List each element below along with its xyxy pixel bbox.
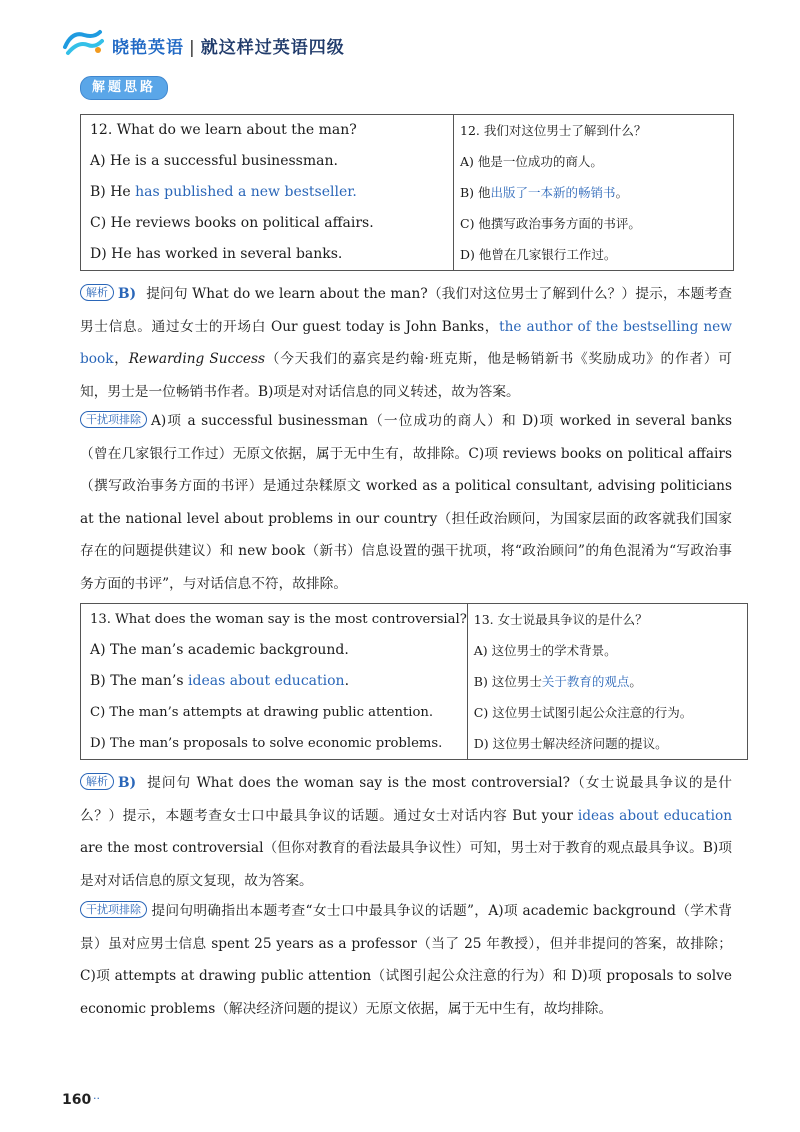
analysis-tag: 解析	[80, 284, 114, 301]
question-13-chinese	[467, 604, 747, 760]
q13-option-b-cn-prefix: B) 这位男士	[473, 674, 542, 689]
brand-line	[112, 33, 345, 58]
analysis-tag: 解析	[80, 773, 114, 790]
question-13-english	[81, 604, 468, 760]
q13-question: 13. What does the woman say is the most controversial?	[90, 612, 467, 627]
q13-option-d-cn: D) 这位男士解决经济问题的提议。	[473, 736, 668, 751]
q12-option-b-prefix: B) He	[90, 184, 136, 200]
q13-question-cn: 13. 女士说最具争议的是什么？	[473, 612, 648, 627]
analysis-13-text-2: are the most controversial（但你对教育的看法最具争议性）可知，男士对于教育的观点最具争议。B)项是对对话信息的原文复现，故为答案。	[80, 840, 732, 889]
distractor-13-text: 提问句明确指出本题考查“女士口中最具争议的话题”，A)项 academic background（学术背景）虽对应男士信息 spent 25 years as a professor（当了 25 年教授），但并非提问的答案，故排除；C)项 attempts at drawing public attention（试图引起公众注意的行为）和 D)项 proposals to solve economic problems（解决经济问题的提议）无原文依据，属于无中生有，故均排除。	[80, 903, 732, 1017]
q12-option-b	[81, 177, 453, 208]
question-13-table	[80, 603, 748, 760]
analysis-12-text-2: ，	[113, 351, 129, 367]
answer-label: B)	[118, 286, 137, 302]
q12-option-c: C) He reviews books on political affairs.	[90, 215, 374, 231]
q13-option-b-highlight: ideas about education	[188, 673, 345, 689]
q12-option-c-cn: C) 他撰写政治事务方面的书评。	[460, 216, 641, 231]
distractor-12	[80, 405, 732, 600]
distractor-12-text: A)项 a successful businessman（一位成功的商人）和 D)项 worked in several banks（曾在几家银行工作过）无原文依据，属于无中生有，故排除。C)项 reviews books on political affairs（撰写政治事务方面的书评）是通过杂糅原文 worked as a political consultant, advising politicians at the national level about problems in our country（担任政治顾问，为国家层面的政客就我们国家存在的问题提供建议）和 new book（新书）信息设置的强干扰项，将“政治顾问”的角色混淆为“写政治事务方面的书评”，与对话信息不符，故排除。	[80, 413, 732, 592]
q12-option-b-cn-highlight: 出版了一本新的畅销书	[490, 185, 616, 200]
q12-option-d-cn: D) 他曾在几家银行工作过。	[460, 247, 617, 262]
q13-option-c: C) The man’s attempts at drawing public attention.	[90, 705, 434, 720]
q12-option-b-highlight: has published a new bestseller.	[135, 184, 357, 200]
distractor-13	[80, 895, 732, 1025]
brand-slogan: 就这样过英语四级	[200, 38, 345, 58]
brand-name: 晓艳英语	[112, 38, 184, 58]
question-12-chinese	[454, 115, 734, 271]
q13-option-a-cn: A) 这位男士的学术背景。	[473, 643, 617, 658]
logo-icon	[62, 27, 104, 57]
q13-option-b-cn-suffix: 。	[629, 674, 642, 689]
analysis-13-text-1: 提问句 What does the woman say is the most controversial?（女士说最具争议的是什么？）提示，本题考查女士口中最具争议的话题。通过女士对话内容 But your	[80, 775, 732, 824]
q12-question: 12. What do we learn about the man?	[90, 122, 357, 138]
distractor-tag: 干扰项排除	[80, 901, 147, 918]
q12-option-b-cn-prefix: B) 他	[460, 185, 491, 200]
section-badge: 解题思路	[80, 76, 168, 100]
q12-option-b-cn-suffix: 。	[615, 185, 629, 200]
q12-option-d: D) He has worked in several banks.	[90, 246, 343, 262]
q13-option-c-cn: C) 这位男士试图引起公众注意的行为。	[473, 705, 693, 720]
brand-separator: |	[189, 38, 196, 58]
q12-question-cn: 12. 我们对这位男士了解到什么？	[460, 123, 647, 138]
page-number: 160	[62, 1092, 92, 1108]
q12-option-a: A) He is a successful businessman.	[90, 153, 338, 169]
page-header	[62, 25, 762, 61]
q13-option-a: A) The man’s academic background.	[90, 642, 349, 658]
question-12-table	[80, 114, 734, 271]
analysis-12	[80, 278, 732, 408]
q13-option-b-suffix: .	[344, 673, 350, 689]
analysis-13	[80, 767, 732, 897]
analysis-12-text-1: 提问句 What do we learn about the man?（我们对这位男士了解到什么？）提示，本题考查男士信息。通过女士的开场白 Our guest today is John Banks，	[80, 286, 732, 335]
answer-label: B)	[118, 775, 137, 791]
analysis-12-highlight: the author of the bestselling new book	[80, 318, 732, 367]
analysis-13-highlight: ideas about education	[577, 807, 733, 824]
page-dots: ··	[93, 1092, 100, 1105]
analysis-12-text-3: （今天我们的嘉宾是约翰·班克斯，他是畅销新书《奖励成功》的作者）可知，男士是一位畅销书作者。B)项是对对话信息的同义转述，故为答案。	[80, 351, 732, 400]
book-title: Rewarding Success	[128, 351, 266, 367]
question-12-english	[81, 115, 454, 271]
q12-option-b-cn	[454, 177, 733, 208]
q13-option-b-cn	[468, 666, 747, 697]
q12-option-a-cn: A) 他是一位成功的商人。	[460, 154, 603, 169]
distractor-tag: 干扰项排除	[80, 411, 147, 428]
q13-option-b-prefix: B) The man’s	[90, 673, 189, 689]
q13-option-b-cn-highlight: 关于教育的观点	[541, 674, 630, 689]
q13-option-d: D) The man’s proposals to solve economic problems.	[90, 736, 443, 751]
q13-option-b	[81, 666, 467, 697]
